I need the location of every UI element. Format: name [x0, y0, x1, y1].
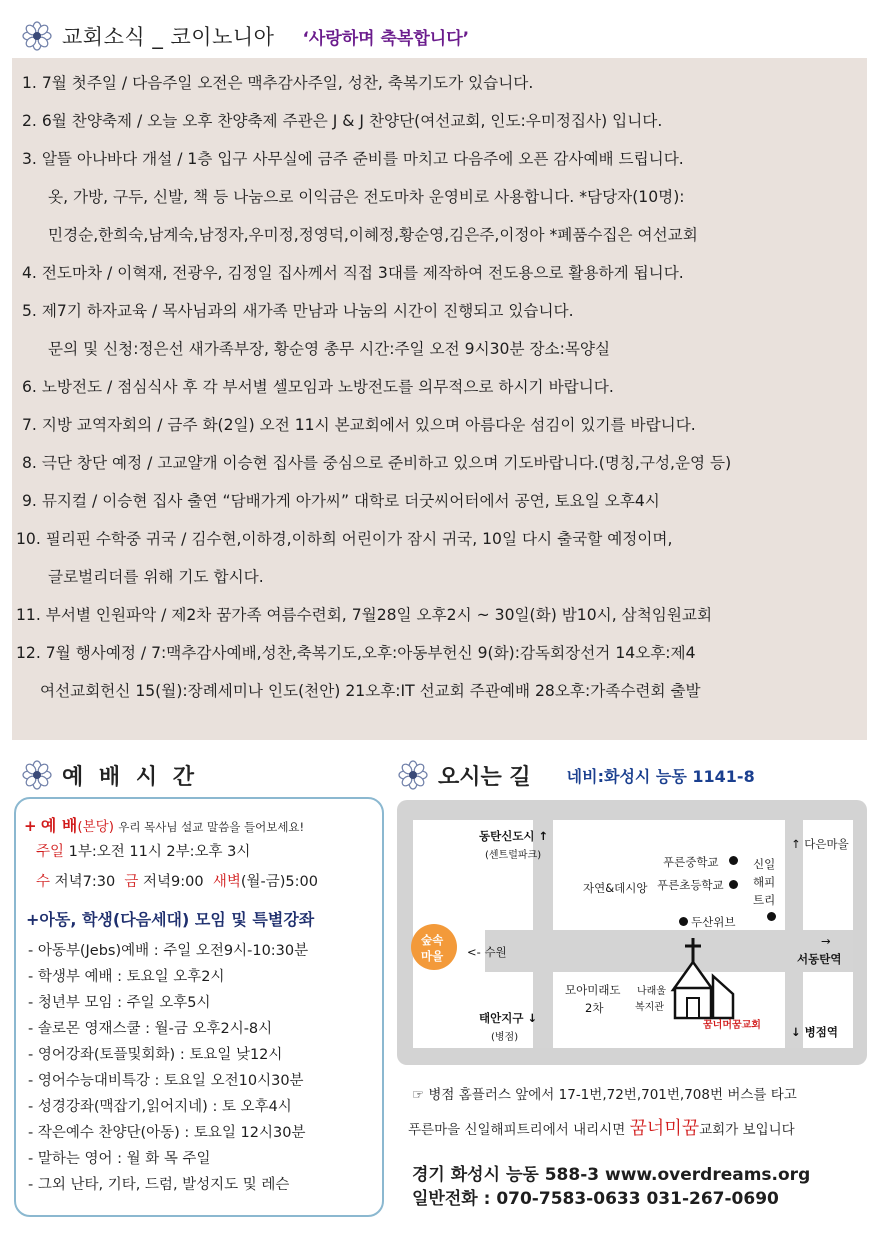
- news-subtitle: ‘사랑하며 축복합니다’: [302, 28, 470, 49]
- church-phone: 일반전화 : 070-7583-0633 031-267-0690: [412, 1189, 779, 1209]
- directions-title: 오시는 길: [438, 764, 531, 790]
- schedule-item: - 성경강좌(맥잡기,읽어지네) : 토 오후4시: [28, 1099, 292, 1115]
- map-label-byeongjeom-sub: (병점): [491, 1032, 519, 1043]
- main-worship-note: 우리 목사님 설교 말씀을 들어보세요!: [118, 820, 305, 834]
- worship-title: 예 배 시 간: [62, 764, 198, 790]
- news-item: 5. 제7기 하자교육 / 목사님과의 새가족 만남과 나눔의 시간이 진행되고 있습니다.: [22, 302, 574, 320]
- news-item-continued: 옷, 가방, 구두, 신발, 책 등 나눔으로 이익금은 전도마차 운영비로 사용합니다. *담당자(10명):: [48, 188, 685, 206]
- church-address: 경기 화성시 능동 588-3 www.overdreams.org: [412, 1165, 811, 1185]
- bus-line2-post: 교회가 보입니다: [699, 1122, 795, 1138]
- worship-header: [22, 758, 198, 792]
- news-item: 11. 부서별 인원파악 / 제2차 꿈가족 여름수련회, 7월28일 오후2시 ~ 30일(화) 밤10시, 삼척임원교회: [16, 606, 713, 624]
- wednesday-label: 수: [36, 874, 51, 890]
- news-item: 10. 필리핀 수학중 귀국 / 김수현,이하경,이하희 어린이가 잠시 귀국, 10일 다시 출국할 예정이며,: [16, 530, 673, 548]
- map-label-pureun-elem: 푸른초등학교: [657, 878, 724, 892]
- location-dot: [767, 912, 776, 921]
- news-item: 3. 알뜰 아나바다 개설 / 1층 입구 사무실에 금주 준비를 마치고 다음주에 오픈 감사예배 드립니다.: [22, 150, 684, 168]
- map-label-central-park: (센트럴파크): [485, 850, 542, 861]
- news-item: 6. 노방전도 / 점심식사 후 각 부서별 셀모임과 노방전도를 의무적으로 하시기 바랍니다.: [22, 378, 614, 396]
- news-item-continued: 문의 및 신청:정은선 새가족부장, 황순영 총무 시간:주일 오전 9시30분 장소:목양실: [48, 340, 611, 358]
- schedule-item: - 영어수능대비특강 : 토요일 오전10시30분: [28, 1073, 304, 1089]
- sunday-label: 주일: [36, 844, 65, 860]
- news-item: 9. 뮤지컬 / 이승현 집사 출연 “담배가게 아가씨” 대학로 더굿씨어터에서 공연, 토요일 오후4시: [22, 492, 660, 510]
- schedule-item: - 학생부 예배 : 토요일 오후2시: [28, 969, 225, 985]
- church-icon: [669, 936, 737, 1020]
- navigation-address: 네비:화성시 능동 1141-8: [566, 766, 755, 786]
- arrow-right: →: [821, 934, 831, 948]
- news-box: [12, 58, 867, 740]
- map-label-suwon: <- 수원: [467, 945, 507, 959]
- map-label-church: 꿈너머꿈교회: [703, 1020, 761, 1031]
- news-item-continued: 글로벌리더를 위해 기도 합시다.: [48, 568, 264, 586]
- flower-icon: [22, 760, 52, 790]
- map-label-maeul: 마을: [421, 949, 444, 963]
- sunday-times: 1부:오전 11시 2부:오후 3시: [68, 844, 251, 860]
- map-label-daeunmaeul: ↑ 다은마을: [791, 837, 849, 851]
- map-label-bokjigwan: 복지관: [635, 1002, 664, 1013]
- map-label-sukseong: 숲속: [421, 933, 444, 947]
- schedule-item: - 솔로몬 영재스쿨 : 월-금 오후2시-8시: [28, 1021, 273, 1037]
- schedule-item: - 그외 난타, 기타, 드럼, 발성지도 및 레슨: [28, 1177, 290, 1193]
- map-label-moaimirae: 모아미래도: [565, 983, 621, 997]
- dawn-time: (월-금)5:00: [240, 874, 318, 890]
- main-worship-line: [24, 813, 304, 836]
- map-label-naraeul: 나래울: [637, 986, 666, 997]
- map-label-seodongtan: 서동탄역: [797, 952, 842, 966]
- news-item: 12. 7월 행사예정 / 7:맥추감사예배,성찬,축복기도,오후:아동부헌신 9(화):감독회장선거 14오후:제4: [16, 644, 696, 662]
- news-item: 7. 지방 교역자회의 / 금주 화(2일) 오전 11시 본교회에서 있으며 아름다운 섬김이 있기를 바랍니다.: [22, 416, 696, 434]
- friday-label: 금: [124, 874, 139, 890]
- church-name-highlight: 꿈너미꿈: [629, 1118, 700, 1139]
- road-vertical-right: [785, 820, 803, 1048]
- wednesday-time: 저녁7:30: [54, 874, 116, 890]
- location-dot: [729, 856, 738, 865]
- weekday-worship-line: [36, 870, 318, 891]
- map-label-dongtan: 동탄신도시 ↑: [479, 829, 549, 843]
- map-label-teuri: 트리: [753, 893, 776, 907]
- news-item: 2. 6월 찬양축제 / 오늘 오후 찬양축제 주관은 J & J 찬양단(여선교회, 인도:우미정집사) 입니다.: [22, 112, 663, 130]
- flower-icon: [398, 760, 428, 790]
- schedule-item: - 작은예수 찬양단(아동) : 토요일 12시30분: [28, 1125, 306, 1141]
- schedule-item: - 청년부 모임 : 주일 오후5시: [28, 995, 211, 1011]
- directions-header: [398, 758, 755, 792]
- bus-line2-pre: 푸른마을 신일해피트리에서 내리시면: [408, 1122, 626, 1138]
- bus-directions-line2: [408, 1114, 795, 1140]
- schedule-item: - 아동부(Jebs)예배 : 주일 오전9시-10:30분: [28, 943, 309, 959]
- location-dot: [679, 917, 688, 926]
- map-label-taean: 태안지구 ↓: [479, 1011, 538, 1025]
- main-worship-label: 예 배: [40, 816, 78, 835]
- news-item-continued: 여선교회헌신 15(월):장례세미나 인도(천안) 21오후:IT 선교회 주관예배 28오후:가족수련회 출발: [40, 682, 701, 700]
- section2-title: +아동, 학생(다음세대) 모임 및 특별강좌: [26, 910, 315, 929]
- schedule-item: - 영어강좌(토플및회화) : 토요일 낮12시: [28, 1047, 283, 1063]
- schedule-item: - 말하는 영어 : 월 화 목 주일: [28, 1151, 211, 1167]
- main-worship-place: (본당): [77, 819, 114, 835]
- news-item-continued: 민경순,한희숙,남계숙,남정자,우미정,정영덕,이혜정,황순영,김은주,이정아 *폐품수집은 여선교회: [48, 226, 698, 244]
- plus-sign: +: [24, 817, 37, 835]
- sunday-worship-line: [36, 840, 250, 861]
- bus-directions-line1: ☞ 병점 홈플러스 앞에서 17-1번,72번,701번,708번 버스를 타고: [412, 1087, 797, 1103]
- flower-icon: [22, 21, 52, 51]
- news-item: 8. 극단 창단 예정 / 고교얄개 이승현 집사를 중심으로 준비하고 있으며 기도바랍니다.(명칭,구성,운영 등): [22, 454, 732, 472]
- map-label-cha2: 2차: [585, 1001, 604, 1015]
- dawn-label: 새벽: [212, 874, 241, 890]
- map-label-haepi: 해피: [753, 875, 776, 889]
- map-label-sinil: 신일: [753, 857, 776, 871]
- worship-box: [14, 797, 384, 1217]
- news-item: 4. 전도마차 / 이혁재, 전광우, 김정일 집사께서 직접 3대를 제작하여 전도용으로 활용하게 됩니다.: [22, 264, 684, 282]
- map-label-doosan: 두산위브: [691, 915, 736, 929]
- friday-time: 저녁9:00: [143, 874, 204, 890]
- map: [413, 820, 853, 1048]
- location-dot: [729, 880, 738, 889]
- news-header: [22, 16, 469, 56]
- map-label-pureun-middle: 푸른중학교: [663, 855, 719, 869]
- news-item: 1. 7월 첫주일 / 다음주일 오전은 맥추감사주일, 성찬, 축복기도가 있습니다.: [22, 74, 534, 92]
- map-label-byeongjeom-station: ↓ 병점역: [791, 1025, 838, 1039]
- map-label-jayeon: 자연&데시앙: [583, 881, 648, 895]
- news-title: 교회소식 _ 코이노니아: [62, 25, 275, 49]
